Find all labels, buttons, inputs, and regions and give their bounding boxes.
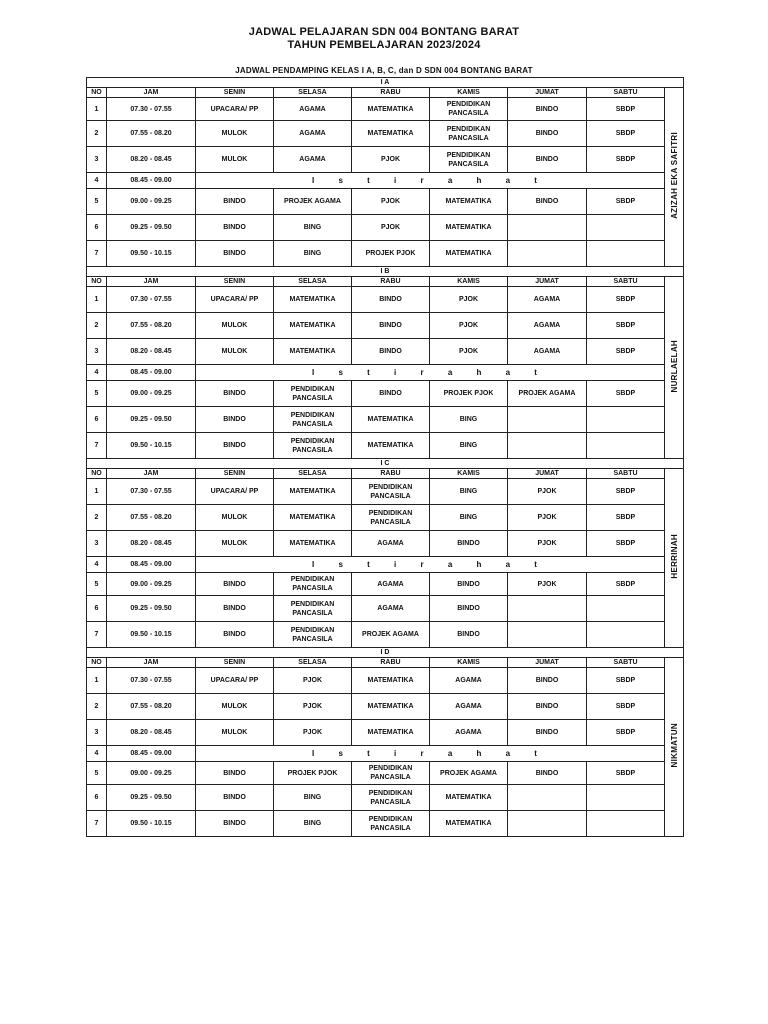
header-rabu: RABU bbox=[352, 469, 430, 479]
cell-no: 3 bbox=[87, 720, 107, 746]
cell-selasa: PENDIDIKAN PANCASILA bbox=[274, 622, 352, 648]
cell-no: 4 bbox=[87, 365, 107, 381]
cell-kamis: BINDO bbox=[430, 596, 508, 622]
cell-no: 2 bbox=[87, 313, 107, 339]
cell-no: 4 bbox=[87, 557, 107, 573]
cell-senin: BINDO bbox=[196, 785, 274, 811]
table-row bbox=[87, 622, 684, 648]
table-row bbox=[87, 241, 684, 267]
cell-rabu: PENDIDIKAN PANCASILA bbox=[352, 785, 430, 811]
teacher-name-cell bbox=[665, 88, 684, 267]
cell-jam: 07.55 - 08.20 bbox=[107, 121, 196, 147]
document-subtitle-year: TAHUN PEMBELAJARAN 2023/2024 bbox=[287, 39, 481, 51]
cell-sabtu: SBDP bbox=[587, 313, 665, 339]
cell-jumat bbox=[508, 407, 587, 433]
cell-jumat: AGAMA bbox=[508, 313, 587, 339]
cell-senin: UPACARA/ PP bbox=[196, 479, 274, 505]
cell-jumat bbox=[508, 622, 587, 648]
table-row bbox=[87, 381, 684, 407]
schedule-table bbox=[86, 77, 684, 837]
header-row bbox=[87, 88, 684, 98]
teacher-name-cell bbox=[665, 658, 684, 837]
break-label: I s t i r a h a t bbox=[196, 557, 665, 573]
cell-jumat: AGAMA bbox=[508, 287, 587, 313]
document-title: JADWAL PELAJARAN SDN 004 BONTANG BARAT bbox=[248, 26, 520, 38]
cell-rabu: PENDIDIKAN PANCASILA bbox=[352, 811, 430, 837]
cell-sabtu: SBDP bbox=[587, 762, 665, 785]
cell-sabtu bbox=[587, 241, 665, 267]
cell-sabtu bbox=[587, 596, 665, 622]
cell-senin: BINDO bbox=[196, 215, 274, 241]
cell-jam: 09.50 - 10.15 bbox=[107, 622, 196, 648]
cell-no: 5 bbox=[87, 189, 107, 215]
cell-selasa: PROJEK AGAMA bbox=[274, 189, 352, 215]
header-kamis: KAMIS bbox=[430, 277, 508, 287]
cell-sabtu: SBDP bbox=[587, 573, 665, 596]
header-jam: JAM bbox=[107, 277, 196, 287]
cell-rabu: BINDO bbox=[352, 287, 430, 313]
cell-rabu: PJOK bbox=[352, 147, 430, 173]
cell-selasa: PJOK bbox=[274, 668, 352, 694]
cell-kamis: PENDIDIKAN PANCASILA bbox=[430, 121, 508, 147]
cell-jam: 09.25 - 09.50 bbox=[107, 596, 196, 622]
teacher-name-cell bbox=[665, 277, 684, 459]
cell-selasa: BING bbox=[274, 811, 352, 837]
cell-rabu: MATEMATIKA bbox=[352, 433, 430, 459]
teacher-name: AZIZAH EKA SAFITRI bbox=[669, 132, 679, 219]
cell-sabtu bbox=[587, 407, 665, 433]
header-no: NO bbox=[87, 277, 107, 287]
cell-senin: BINDO bbox=[196, 622, 274, 648]
cell-rabu: MATEMATIKA bbox=[352, 121, 430, 147]
table-row bbox=[87, 762, 684, 785]
cell-jam: 09.50 - 10.15 bbox=[107, 811, 196, 837]
header-row bbox=[87, 658, 684, 668]
table-row bbox=[87, 215, 684, 241]
table-row bbox=[87, 694, 684, 720]
cell-senin: BINDO bbox=[196, 573, 274, 596]
header-kamis: KAMIS bbox=[430, 88, 508, 98]
cell-sabtu: SBDP bbox=[587, 121, 665, 147]
table-row bbox=[87, 668, 684, 694]
cell-kamis: PENDIDIKAN PANCASILA bbox=[430, 147, 508, 173]
table-row bbox=[87, 313, 684, 339]
table-row bbox=[87, 720, 684, 746]
cell-kamis: AGAMA bbox=[430, 720, 508, 746]
cell-kamis: PROJEK AGAMA bbox=[430, 762, 508, 785]
cell-rabu: MATEMATIKA bbox=[352, 668, 430, 694]
table-row bbox=[87, 365, 684, 381]
cell-jumat bbox=[508, 811, 587, 837]
cell-rabu: PROJEK PJOK bbox=[352, 241, 430, 267]
header-senin: SENIN bbox=[196, 277, 274, 287]
table-row bbox=[87, 557, 684, 573]
cell-rabu: MATEMATIKA bbox=[352, 407, 430, 433]
table-row bbox=[87, 479, 684, 505]
cell-kamis: BINDO bbox=[430, 622, 508, 648]
cell-senin: MULOK bbox=[196, 531, 274, 557]
header-no: NO bbox=[87, 658, 107, 668]
cell-selasa: MATEMATIKA bbox=[274, 287, 352, 313]
cell-selasa: PENDIDIKAN PANCASILA bbox=[274, 573, 352, 596]
cell-selasa: MATEMATIKA bbox=[274, 531, 352, 557]
cell-no: 3 bbox=[87, 531, 107, 557]
cell-jumat: BINDO bbox=[508, 694, 587, 720]
cell-jam: 07.55 - 08.20 bbox=[107, 313, 196, 339]
cell-rabu: AGAMA bbox=[352, 596, 430, 622]
cell-kamis: PJOK bbox=[430, 287, 508, 313]
cell-selasa: AGAMA bbox=[274, 121, 352, 147]
cell-selasa: MATEMATIKA bbox=[274, 313, 352, 339]
class-name-row bbox=[87, 78, 684, 88]
cell-jumat bbox=[508, 215, 587, 241]
cell-senin: UPACARA/ PP bbox=[196, 287, 274, 313]
table-row bbox=[87, 173, 684, 189]
cell-rabu: MATEMATIKA bbox=[352, 694, 430, 720]
cell-senin: BINDO bbox=[196, 189, 274, 215]
cell-no: 1 bbox=[87, 479, 107, 505]
cell-no: 6 bbox=[87, 215, 107, 241]
cell-senin: UPACARA/ PP bbox=[196, 668, 274, 694]
cell-kamis: MATEMATIKA bbox=[430, 785, 508, 811]
table-row bbox=[87, 785, 684, 811]
cell-senin: BINDO bbox=[196, 811, 274, 837]
header-sabtu: SABTU bbox=[587, 658, 665, 668]
cell-jumat: PJOK bbox=[508, 531, 587, 557]
cell-selasa: MATEMATIKA bbox=[274, 339, 352, 365]
cell-rabu: AGAMA bbox=[352, 573, 430, 596]
cell-no: 1 bbox=[87, 668, 107, 694]
cell-jam: 09.50 - 10.15 bbox=[107, 241, 196, 267]
cell-sabtu: SBDP bbox=[587, 479, 665, 505]
cell-selasa: AGAMA bbox=[274, 98, 352, 121]
header-senin: SENIN bbox=[196, 88, 274, 98]
header-selasa: SELASA bbox=[274, 469, 352, 479]
header-jam: JAM bbox=[107, 469, 196, 479]
cell-senin: BINDO bbox=[196, 596, 274, 622]
cell-no: 5 bbox=[87, 573, 107, 596]
header-senin: SENIN bbox=[196, 469, 274, 479]
cell-sabtu: SBDP bbox=[587, 531, 665, 557]
header-jumat: JUMAT bbox=[508, 658, 587, 668]
cell-jam: 09.25 - 09.50 bbox=[107, 215, 196, 241]
table-row bbox=[87, 339, 684, 365]
header-row bbox=[87, 277, 684, 287]
cell-jam: 07.30 - 07.55 bbox=[107, 98, 196, 121]
cell-sabtu bbox=[587, 622, 665, 648]
cell-no: 6 bbox=[87, 407, 107, 433]
cell-jumat bbox=[508, 433, 587, 459]
cell-kamis: BING bbox=[430, 407, 508, 433]
cell-no: 5 bbox=[87, 381, 107, 407]
cell-jam: 09.25 - 09.50 bbox=[107, 785, 196, 811]
table-row bbox=[87, 433, 684, 459]
class-name-row bbox=[87, 459, 684, 469]
cell-jam: 07.30 - 07.55 bbox=[107, 668, 196, 694]
cell-senin: BINDO bbox=[196, 381, 274, 407]
cell-senin: MULOK bbox=[196, 121, 274, 147]
header-jumat: JUMAT bbox=[508, 469, 587, 479]
header-rabu: RABU bbox=[352, 277, 430, 287]
cell-jam: 09.00 - 09.25 bbox=[107, 189, 196, 215]
cell-jumat: PROJEK AGAMA bbox=[508, 381, 587, 407]
header-jam: JAM bbox=[107, 88, 196, 98]
cell-jam: 07.30 - 07.55 bbox=[107, 287, 196, 313]
cell-rabu: PENDIDIKAN PANCASILA bbox=[352, 479, 430, 505]
table-row bbox=[87, 505, 684, 531]
cell-no: 6 bbox=[87, 785, 107, 811]
cell-senin: BINDO bbox=[196, 407, 274, 433]
header-kamis: KAMIS bbox=[430, 469, 508, 479]
break-label: I s t i r a h a t bbox=[196, 365, 665, 381]
cell-jam: 07.30 - 07.55 bbox=[107, 479, 196, 505]
cell-selasa: PJOK bbox=[274, 720, 352, 746]
cell-jumat: BINDO bbox=[508, 121, 587, 147]
cell-jumat: PJOK bbox=[508, 573, 587, 596]
cell-sabtu: SBDP bbox=[587, 720, 665, 746]
cell-jam: 08.20 - 08.45 bbox=[107, 147, 196, 173]
header-sabtu: SABTU bbox=[587, 469, 665, 479]
cell-jam: 08.45 - 09.00 bbox=[107, 557, 196, 573]
cell-rabu: PJOK bbox=[352, 215, 430, 241]
cell-no: 1 bbox=[87, 98, 107, 121]
cell-jumat: BINDO bbox=[508, 189, 587, 215]
cell-sabtu: SBDP bbox=[587, 189, 665, 215]
table-row bbox=[87, 596, 684, 622]
cell-no: 7 bbox=[87, 433, 107, 459]
header-rabu: RABU bbox=[352, 658, 430, 668]
cell-jumat: PJOK bbox=[508, 505, 587, 531]
table-row bbox=[87, 811, 684, 837]
header-jumat: JUMAT bbox=[508, 277, 587, 287]
header-sabtu: SABTU bbox=[587, 277, 665, 287]
cell-selasa: MATEMATIKA bbox=[274, 479, 352, 505]
table-row bbox=[87, 746, 684, 762]
class-name: I A bbox=[87, 78, 684, 88]
cell-senin: MULOK bbox=[196, 505, 274, 531]
teacher-name: NURLAELAH bbox=[669, 339, 679, 393]
cell-jumat: AGAMA bbox=[508, 339, 587, 365]
teacher-name: HERRINAH bbox=[669, 534, 679, 579]
cell-jumat bbox=[508, 596, 587, 622]
cell-sabtu bbox=[587, 433, 665, 459]
header-jumat: JUMAT bbox=[508, 88, 587, 98]
cell-senin: BINDO bbox=[196, 241, 274, 267]
cell-jam: 07.55 - 08.20 bbox=[107, 694, 196, 720]
table-row bbox=[87, 531, 684, 557]
cell-kamis: BING bbox=[430, 505, 508, 531]
cell-sabtu: SBDP bbox=[587, 381, 665, 407]
cell-sabtu: SBDP bbox=[587, 694, 665, 720]
break-label: I s t i r a h a t bbox=[196, 746, 665, 762]
header-selasa: SELASA bbox=[274, 277, 352, 287]
cell-sabtu: SBDP bbox=[587, 668, 665, 694]
break-label: I s t i r a h a t bbox=[196, 173, 665, 189]
table-row bbox=[87, 573, 684, 596]
cell-kamis: MATEMATIKA bbox=[430, 811, 508, 837]
header-senin: SENIN bbox=[196, 658, 274, 668]
cell-senin: MULOK bbox=[196, 720, 274, 746]
cell-kamis: PROJEK PJOK bbox=[430, 381, 508, 407]
cell-jam: 09.00 - 09.25 bbox=[107, 381, 196, 407]
cell-jam: 08.45 - 09.00 bbox=[107, 365, 196, 381]
cell-sabtu: SBDP bbox=[587, 505, 665, 531]
cell-no: 1 bbox=[87, 287, 107, 313]
cell-senin: MULOK bbox=[196, 694, 274, 720]
table-row bbox=[87, 98, 684, 121]
cell-jam: 08.45 - 09.00 bbox=[107, 173, 196, 189]
cell-rabu: MATEMATIKA bbox=[352, 720, 430, 746]
cell-jam: 08.20 - 08.45 bbox=[107, 720, 196, 746]
cell-jam: 08.20 - 08.45 bbox=[107, 339, 196, 365]
cell-rabu: BINDO bbox=[352, 381, 430, 407]
cell-kamis: PENDIDIKAN PANCASILA bbox=[430, 98, 508, 121]
cell-kamis: AGAMA bbox=[430, 668, 508, 694]
header-no: NO bbox=[87, 469, 107, 479]
cell-jumat bbox=[508, 241, 587, 267]
table-row bbox=[87, 121, 684, 147]
header-sabtu: SABTU bbox=[587, 88, 665, 98]
table-row bbox=[87, 407, 684, 433]
table-caption: JADWAL PENDAMPING KELAS I A, B, C, dan D SDN 004 BONTANG BARAT bbox=[235, 66, 533, 75]
cell-kamis: BINDO bbox=[430, 573, 508, 596]
cell-kamis: PJOK bbox=[430, 339, 508, 365]
cell-jam: 09.50 - 10.15 bbox=[107, 433, 196, 459]
cell-jumat: BINDO bbox=[508, 147, 587, 173]
cell-jumat bbox=[508, 785, 587, 811]
class-name-row bbox=[87, 267, 684, 277]
cell-rabu: BINDO bbox=[352, 313, 430, 339]
cell-no: 5 bbox=[87, 762, 107, 785]
cell-jam: 07.55 - 08.20 bbox=[107, 505, 196, 531]
cell-no: 3 bbox=[87, 339, 107, 365]
cell-no: 6 bbox=[87, 596, 107, 622]
cell-selasa: BING bbox=[274, 241, 352, 267]
header-selasa: SELASA bbox=[274, 658, 352, 668]
cell-rabu: AGAMA bbox=[352, 531, 430, 557]
class-name-row bbox=[87, 648, 684, 658]
cell-selasa: MATEMATIKA bbox=[274, 505, 352, 531]
cell-jumat: BINDO bbox=[508, 720, 587, 746]
cell-jam: 09.00 - 09.25 bbox=[107, 762, 196, 785]
cell-selasa: AGAMA bbox=[274, 147, 352, 173]
cell-selasa: PENDIDIKAN PANCASILA bbox=[274, 433, 352, 459]
header-jam: JAM bbox=[107, 658, 196, 668]
cell-rabu: MATEMATIKA bbox=[352, 98, 430, 121]
cell-selasa: PENDIDIKAN PANCASILA bbox=[274, 407, 352, 433]
cell-rabu: PROJEK AGAMA bbox=[352, 622, 430, 648]
cell-selasa: PJOK bbox=[274, 694, 352, 720]
cell-sabtu: SBDP bbox=[587, 147, 665, 173]
cell-jam: 09.00 - 09.25 bbox=[107, 573, 196, 596]
table-row bbox=[87, 147, 684, 173]
cell-no: 2 bbox=[87, 694, 107, 720]
cell-rabu: BINDO bbox=[352, 339, 430, 365]
table-row bbox=[87, 189, 684, 215]
cell-rabu: PENDIDIKAN PANCASILA bbox=[352, 505, 430, 531]
header-selasa: SELASA bbox=[274, 88, 352, 98]
cell-no: 3 bbox=[87, 147, 107, 173]
cell-sabtu: SBDP bbox=[587, 339, 665, 365]
header-rabu: RABU bbox=[352, 88, 430, 98]
cell-rabu: PENDIDIKAN PANCASILA bbox=[352, 762, 430, 785]
cell-jam: 08.20 - 08.45 bbox=[107, 531, 196, 557]
cell-kamis: MATEMATIKA bbox=[430, 189, 508, 215]
cell-senin: MULOK bbox=[196, 339, 274, 365]
cell-no: 4 bbox=[87, 173, 107, 189]
cell-kamis: AGAMA bbox=[430, 694, 508, 720]
cell-kamis: BING bbox=[430, 433, 508, 459]
class-name: I C bbox=[87, 459, 684, 469]
cell-jam: 08.45 - 09.00 bbox=[107, 746, 196, 762]
cell-selasa: PENDIDIKAN PANCASILA bbox=[274, 596, 352, 622]
cell-kamis: BING bbox=[430, 479, 508, 505]
cell-jumat: BINDO bbox=[508, 98, 587, 121]
teacher-name-cell bbox=[665, 469, 684, 648]
cell-no: 4 bbox=[87, 746, 107, 762]
cell-sabtu: SBDP bbox=[587, 287, 665, 313]
cell-no: 7 bbox=[87, 622, 107, 648]
class-name: I D bbox=[87, 648, 684, 658]
cell-selasa: PENDIDIKAN PANCASILA bbox=[274, 381, 352, 407]
cell-jumat: BINDO bbox=[508, 762, 587, 785]
cell-selasa: BING bbox=[274, 215, 352, 241]
cell-sabtu bbox=[587, 215, 665, 241]
cell-jumat: PJOK bbox=[508, 479, 587, 505]
cell-selasa: PROJEK PJOK bbox=[274, 762, 352, 785]
table-row bbox=[87, 287, 684, 313]
header-kamis: KAMIS bbox=[430, 658, 508, 668]
cell-no: 7 bbox=[87, 811, 107, 837]
cell-kamis: MATEMATIKA bbox=[430, 215, 508, 241]
cell-no: 7 bbox=[87, 241, 107, 267]
cell-senin: BINDO bbox=[196, 433, 274, 459]
teacher-name: NIKMATUN bbox=[669, 723, 679, 768]
cell-no: 2 bbox=[87, 505, 107, 531]
cell-senin: BINDO bbox=[196, 762, 274, 785]
cell-kamis: BINDO bbox=[430, 531, 508, 557]
cell-jam: 09.25 - 09.50 bbox=[107, 407, 196, 433]
header-no: NO bbox=[87, 88, 107, 98]
cell-jumat: BINDO bbox=[508, 668, 587, 694]
cell-sabtu bbox=[587, 785, 665, 811]
cell-rabu: PJOK bbox=[352, 189, 430, 215]
cell-senin: MULOK bbox=[196, 313, 274, 339]
cell-kamis: PJOK bbox=[430, 313, 508, 339]
cell-no: 2 bbox=[87, 121, 107, 147]
cell-kamis: MATEMATIKA bbox=[430, 241, 508, 267]
cell-senin: UPACARA/ PP bbox=[196, 98, 274, 121]
cell-sabtu: SBDP bbox=[587, 98, 665, 121]
cell-sabtu bbox=[587, 811, 665, 837]
header-row bbox=[87, 469, 684, 479]
cell-selasa: BING bbox=[274, 785, 352, 811]
class-name: I B bbox=[87, 267, 684, 277]
cell-senin: MULOK bbox=[196, 147, 274, 173]
